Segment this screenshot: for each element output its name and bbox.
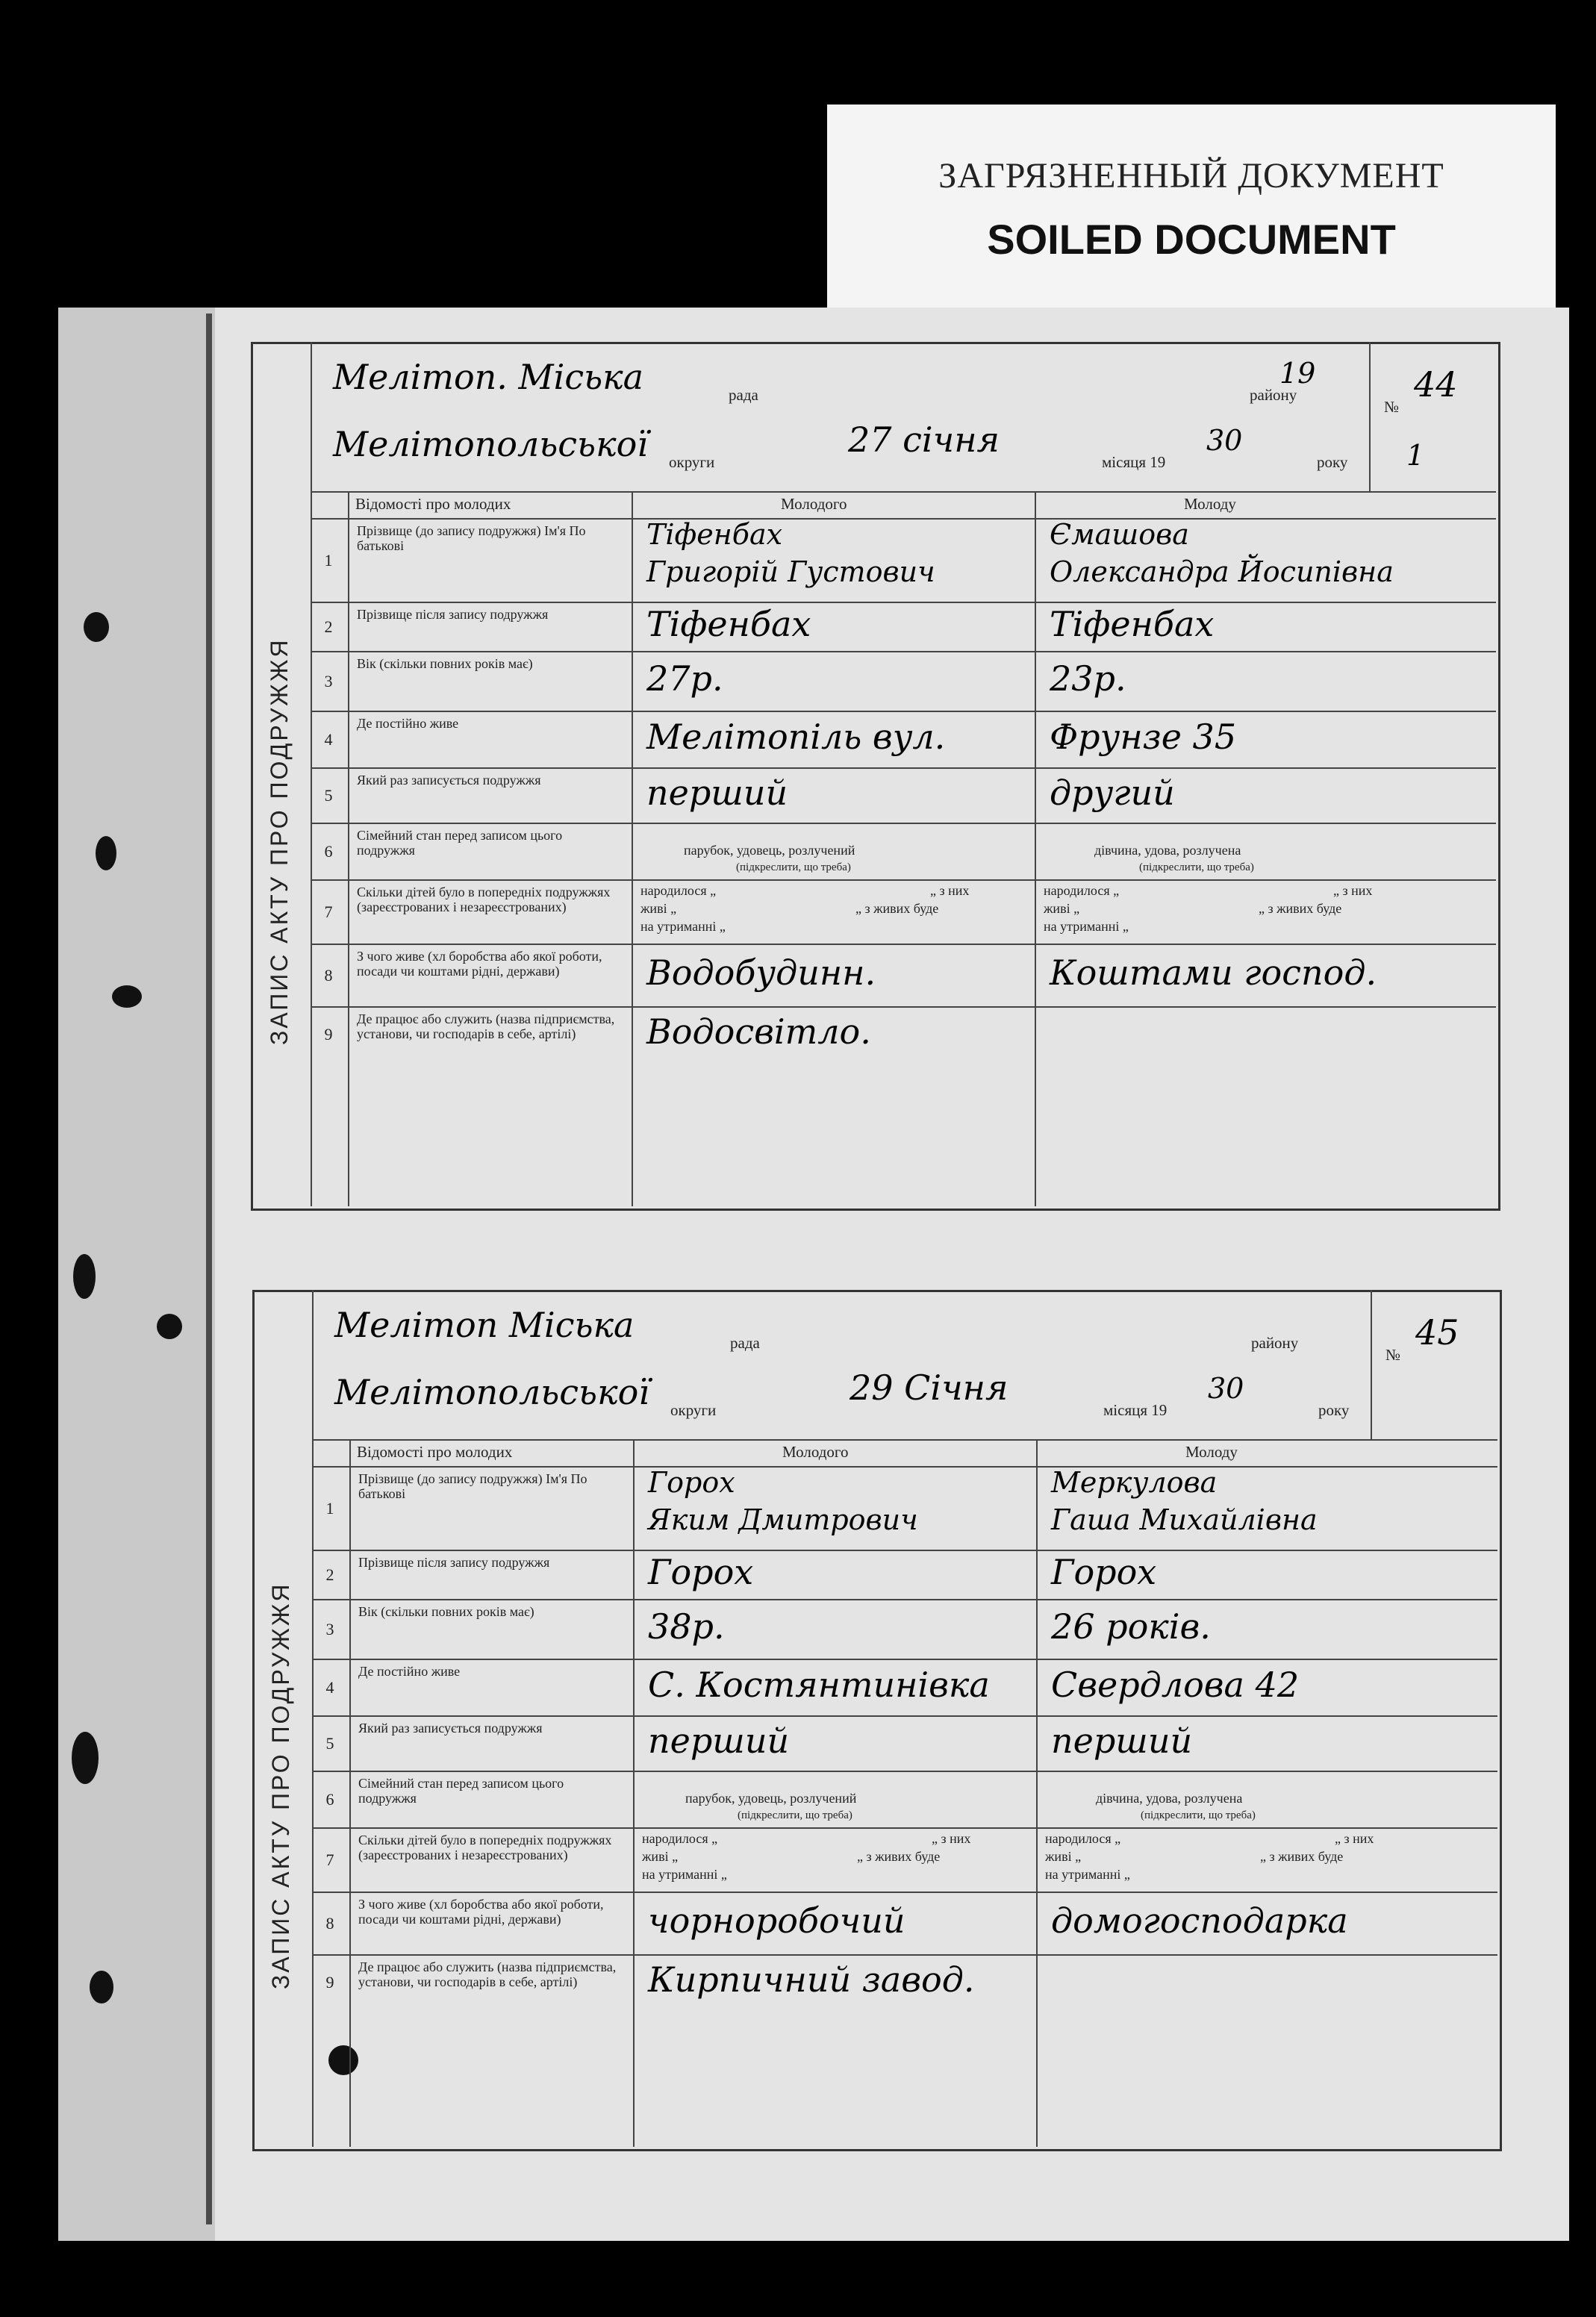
groom-value-row2: Тіфенбах — [646, 604, 811, 644]
bride-value-row5: перший — [1051, 1721, 1193, 1761]
row-divider — [311, 767, 1496, 769]
row-number: 2 — [325, 1565, 334, 1584]
groom-value-row2: Горох — [648, 1552, 754, 1592]
row-divider — [311, 651, 1496, 652]
groom-value-row8: чорноробочий — [648, 1900, 905, 1941]
groom-value-row3: 27р. — [646, 658, 723, 699]
row-divider — [312, 1599, 1497, 1600]
ink-blot — [90, 1971, 113, 2003]
column-bride: Молоду — [1184, 495, 1236, 513]
groom-value-row9: Кирпичний завод. — [648, 1959, 975, 2000]
ink-blot — [96, 836, 116, 870]
groom-value-row9: Водосвітло. — [646, 1011, 871, 1052]
bride-value-row4: Свердлова 42 — [1051, 1665, 1300, 1705]
groom-value-row1: Яким Дмитрович — [648, 1503, 918, 1536]
grid-line — [312, 1290, 314, 2147]
row-number: 7 — [325, 1850, 334, 1869]
binding-edge — [206, 314, 212, 2224]
groom-value-row8: Водобудинн. — [646, 952, 876, 993]
grid-line — [348, 491, 349, 1206]
column-info: Відомості про молодих — [355, 495, 511, 513]
side-title: ЗАПИС АКТУ ПРО ПОДРУЖЖЯ — [267, 1582, 294, 1989]
row-number: 2 — [324, 617, 333, 636]
children-groom-born: народилося „ — [642, 1831, 718, 1846]
groom-value-row5: перший — [648, 1721, 790, 1761]
row-number: 1 — [324, 551, 333, 570]
children-bride-support2: на утриманні „ — [1045, 1867, 1130, 1882]
ink-blot — [73, 1254, 96, 1299]
label-month: місяця 19 — [1102, 453, 1166, 471]
row-divider — [311, 711, 1496, 712]
children-bride-support: „ з живих буде — [1260, 1849, 1344, 1864]
children-bride-born: народилося „ — [1044, 883, 1120, 898]
row-number: 3 — [325, 1620, 334, 1638]
ink-blot — [157, 1314, 182, 1339]
children-groom-born: народилося „ — [640, 883, 717, 898]
soiled-document-stamp — [827, 105, 1556, 321]
label-okrugy: округи — [669, 453, 715, 471]
row-number: 8 — [325, 1914, 334, 1933]
row-label: Сімейний стан перед записом цього подружжя — [357, 828, 563, 858]
row-label: Де працює або служить (назва підприємства, установи, чи господарів в себе, артілі) — [357, 1011, 615, 1041]
children-groom-support: „ з живих буде — [857, 1849, 941, 1864]
children-groom-alive2: живі „ — [640, 901, 677, 916]
groom-value-row1: Тіфенбах — [646, 518, 783, 551]
children-groom-alive2: живі „ — [642, 1849, 679, 1864]
stamp-english-text: SOILED DOCUMENT — [987, 216, 1396, 263]
groom-value-row4: Мелітопіль вул. — [646, 717, 946, 757]
row-label: Вік (скільки повних років має) — [357, 656, 533, 671]
row-label: Прізвище (до запису подружжя) Ім'я По батькові — [358, 1471, 587, 1501]
row-divider — [312, 1954, 1497, 1956]
row-label: Який раз записується подружжя — [357, 773, 541, 788]
record-number: 45 — [1415, 1312, 1459, 1353]
bride-value-row3: 26 років. — [1051, 1606, 1211, 1647]
grid-line — [1036, 1439, 1038, 2147]
grid-line — [312, 1439, 1497, 1441]
bride-value-row1: Ємашова — [1050, 518, 1189, 551]
label-raion: району — [1251, 1334, 1299, 1352]
children-groom-support: „ з живих буде — [855, 901, 939, 916]
date-handwritten: 29 Січня — [850, 1368, 1009, 1408]
grid-line — [311, 491, 1496, 493]
year-handwritten: 30 — [1208, 1372, 1244, 1405]
grid-line — [349, 1439, 351, 2147]
underline-note: (підкреслити, що треба) — [738, 1809, 852, 1821]
children-bride-born: народилося „ — [1045, 1831, 1121, 1846]
ink-blot — [84, 612, 109, 642]
record-subnumber: 1 — [1406, 439, 1425, 472]
children-bride-alive: „ з них — [1333, 883, 1373, 898]
status-options-bride: дівчина, удова, розлучена — [1096, 1791, 1243, 1806]
row-divider — [312, 1892, 1497, 1893]
bride-value-row1: Олександра Йосипівна — [1050, 555, 1394, 588]
stamp-russian-text: ЗАГРЯЗНЕННЫЙ ДОКУМЕНТ — [938, 156, 1444, 196]
bride-value-row1: Меркулова — [1051, 1466, 1218, 1499]
row-label: Прізвище після запису подружжя — [358, 1555, 550, 1570]
rada-handwritten: Мелітоп Міська — [334, 1305, 635, 1345]
bride-value-row2: Тіфенбах — [1050, 604, 1215, 644]
label-rada: рада — [729, 386, 758, 404]
column-groom: Молодого — [782, 1443, 849, 1461]
column-groom: Молодого — [781, 495, 847, 513]
row-number: 6 — [324, 842, 333, 861]
grid-line — [312, 1466, 1497, 1468]
children-bride-support: „ з живих буде — [1259, 901, 1342, 916]
record-number: 44 — [1414, 364, 1458, 405]
row-number: 5 — [325, 1734, 334, 1753]
bride-value-row8: Коштами господ. — [1050, 952, 1377, 993]
underline-note: (підкреслити, що треба) — [1139, 861, 1254, 873]
okruha-handwritten: Мелітопольської — [333, 424, 648, 464]
children-groom-support2: на утриманні „ — [642, 1867, 727, 1882]
groom-value-row3: 38р. — [648, 1606, 725, 1647]
children-groom-alive: „ з них — [932, 1831, 971, 1846]
row-divider — [311, 602, 1496, 603]
bride-value-row3: 23р. — [1050, 658, 1126, 699]
row-number: 3 — [324, 672, 333, 690]
children-bride-support2: на утриманні „ — [1044, 919, 1129, 934]
children-bride-alive: „ з них — [1335, 1831, 1374, 1846]
row-number: 7 — [324, 902, 333, 921]
date-handwritten: 27 січня — [848, 420, 1000, 460]
row-number: 4 — [324, 730, 333, 749]
label-rada: рада — [730, 1334, 760, 1352]
raion-number-handwritten: 19 — [1279, 357, 1316, 390]
children-bride-alive2: живі „ — [1044, 901, 1080, 916]
row-number: 1 — [325, 1499, 334, 1518]
label-number: № — [1384, 398, 1400, 416]
row-divider — [312, 1715, 1497, 1717]
children-bride-alive2: живі „ — [1045, 1849, 1082, 1864]
bride-value-row2: Горох — [1051, 1552, 1157, 1592]
ink-blot — [72, 1732, 99, 1784]
grid-line — [1035, 491, 1036, 1206]
row-divider — [312, 1771, 1497, 1772]
row-label: Який раз записується подружжя — [358, 1721, 543, 1736]
row-number: 9 — [324, 1025, 333, 1044]
children-groom-alive: „ з них — [930, 883, 970, 898]
ink-blot — [112, 985, 142, 1008]
row-number: 4 — [325, 1678, 334, 1697]
column-bride: Молоду — [1185, 1443, 1238, 1461]
row-divider — [312, 1659, 1497, 1660]
column-info: Відомості про молодих — [357, 1443, 513, 1461]
underline-note: (підкреслити, що треба) — [736, 861, 851, 873]
row-label: Де постійно живе — [357, 716, 459, 731]
row-divider — [311, 823, 1496, 824]
groom-value-row1: Григорій Густович — [646, 555, 935, 588]
groom-value-row4: С. Костянтинівка — [648, 1665, 990, 1705]
status-options-bride: дівчина, удова, розлучена — [1094, 843, 1241, 858]
row-label: Скільки дітей було в попередніх подружжях (зареєстрованих і незареєстрованих) — [358, 1833, 612, 1862]
grid-line — [1369, 342, 1371, 491]
label-raion: району — [1250, 386, 1297, 404]
row-number: 8 — [324, 966, 333, 985]
okruha-handwritten: Мелітопольської — [334, 1372, 649, 1412]
row-label: Сімейний стан перед записом цього подружжя — [358, 1776, 564, 1806]
row-divider — [311, 879, 1496, 881]
bride-value-row4: Фрунзе 35 — [1050, 717, 1237, 757]
grid-line — [311, 342, 312, 1206]
row-label: Скільки дітей було в попередніх подружжях (зареєстрованих і незареєстрованих) — [357, 885, 611, 914]
year-handwritten: 30 — [1206, 424, 1243, 457]
grid-line — [1371, 1290, 1372, 1439]
underline-note: (підкреслити, що треба) — [1141, 1809, 1256, 1821]
groom-value-row1: Горох — [648, 1466, 735, 1499]
grid-line — [311, 518, 1496, 520]
status-options-groom: парубок, удовець, розлучений — [685, 1791, 857, 1806]
row-divider — [312, 1827, 1497, 1829]
label-year: року — [1317, 453, 1348, 471]
row-label: Прізвище (до запису подружжя) Ім'я По батькові — [357, 523, 586, 553]
row-label: Прізвище після запису подружжя — [357, 607, 549, 622]
row-label: Де працює або служить (назва підприємства, установи, чи господарів в себе, артілі) — [358, 1959, 617, 1989]
label-number: № — [1385, 1346, 1401, 1364]
bride-value-row8: домогосподарка — [1051, 1900, 1348, 1941]
row-divider — [312, 1550, 1497, 1551]
grid-line — [632, 491, 633, 1206]
bride-value-row1: Гаша Михайлівна — [1051, 1503, 1318, 1536]
row-label: З чого живе (хл боробства або якої роботи, посади чи коштами рідні, держави) — [357, 949, 602, 979]
row-divider — [311, 944, 1496, 945]
row-number: 9 — [325, 1973, 334, 1992]
children-groom-support2: на утриманні „ — [640, 919, 726, 934]
label-month: місяця 19 — [1103, 1401, 1168, 1419]
row-divider — [311, 1006, 1496, 1008]
row-label: Де постійно живе — [358, 1664, 461, 1679]
rada-handwritten: Мелітоп. Міська — [333, 357, 644, 397]
side-title: ЗАПИС АКТУ ПРО ПОДРУЖЖЯ — [266, 637, 293, 1045]
status-options-groom: парубок, удовець, розлучений — [684, 843, 855, 858]
row-label: Вік (скільки повних років має) — [358, 1604, 534, 1619]
grid-line — [633, 1439, 635, 2147]
label-year: року — [1318, 1401, 1350, 1419]
bride-value-row5: другий — [1050, 773, 1175, 813]
row-number: 6 — [325, 1790, 334, 1809]
groom-value-row5: перший — [646, 773, 788, 813]
row-number: 5 — [324, 786, 333, 805]
row-label: З чого живе (хл боробства або якої роботи, посади чи коштами рідні, держави) — [358, 1897, 604, 1927]
label-okrugy: округи — [670, 1401, 717, 1419]
